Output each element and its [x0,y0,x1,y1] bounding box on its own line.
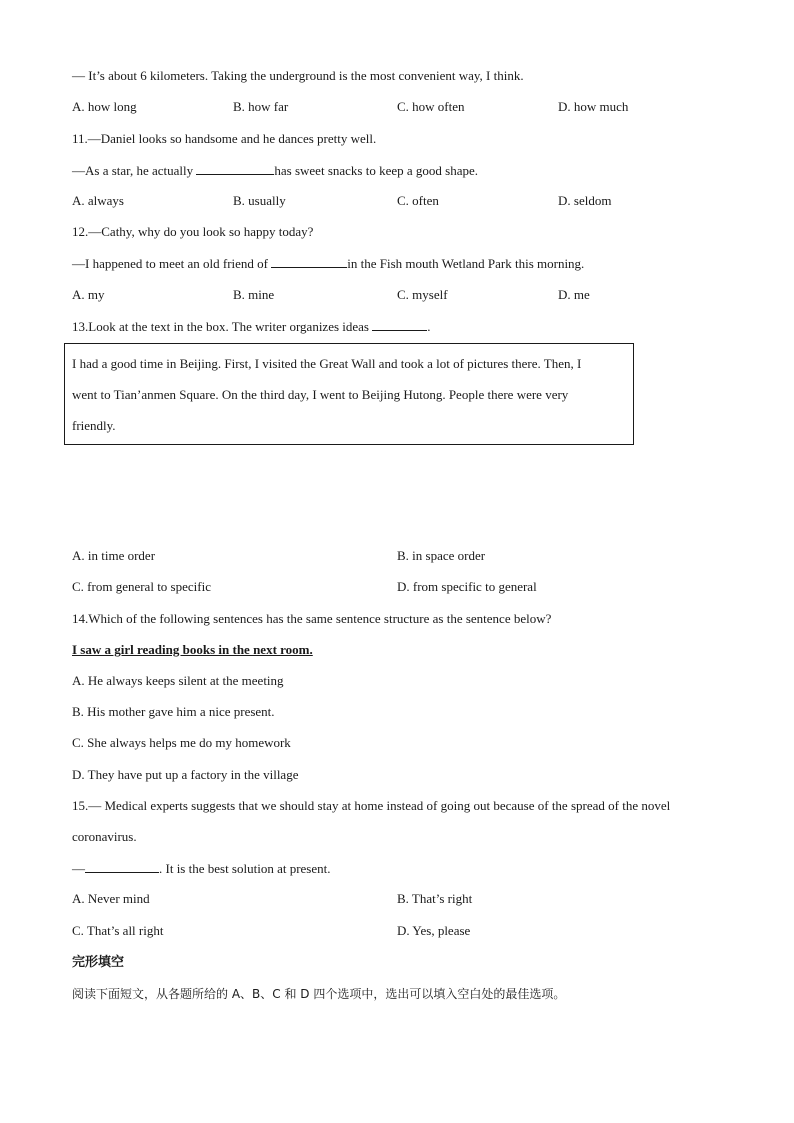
q15-reply-before: — [72,861,85,876]
q12-line2 [72,255,584,272]
q12-line1: 12.—Cathy, why do you look so happy today? [72,224,314,239]
q13-stem [72,318,431,335]
q10-option-d: D. how much [558,99,629,114]
q15-line1: 15.— Medical experts suggests that we should stay at home instead of going out because of the spread of the novel [72,798,671,813]
q13-option-d: D. from specific to general [397,579,537,594]
q13-option-c: C. from general to specific [72,579,211,594]
q14-option-b: B. His mother gave him a nice present. [72,704,275,719]
q12-option-a: A. my [72,287,105,302]
q11-option-d: D. seldom [558,193,612,208]
q12-blank [271,255,347,268]
q14-option-d: D. They have put up a factory in the village [72,767,299,782]
q13-box-line3: friendly. [72,418,116,433]
q11-line2-after: has sweet snacks to keep a good shape. [274,163,478,178]
q10-option-b: B. how far [233,99,289,114]
q11-line2 [72,162,478,179]
q12-option-d: D. me [558,287,590,302]
q14-option-a: A. He always keeps silent at the meeting [72,673,284,688]
q14-option-c: C. She always helps me do my homework [72,735,291,750]
q13-box-line1: I had a good time in Beijing. First, I visited the Great Wall and took a lot of pictures there. Then, I [72,356,582,371]
q15-blank [85,860,159,873]
q11-line2-before: —As a star, he actually [72,163,197,178]
q15-option-c: C. That’s all right [72,923,164,938]
q12-line2-after: in the Fish mouth Wetland Park this morning. [347,256,585,271]
q10-option-c: C. how often [397,99,465,114]
q15-option-d: D. Yes, please [397,923,471,938]
q12-option-c: C. myself [397,287,448,302]
q12-option-b: B. mine [233,287,275,302]
q10-option-a: A. how long [72,99,137,114]
q14-stem: 14.Which of the following sentences has the same sentence structure as the sentence below? [72,611,552,626]
q13-stem-after: . [427,319,431,334]
q11-blank [196,162,274,175]
q13-text-box [64,343,634,445]
q13-blank [372,318,427,331]
q13-option-b: B. in space order [397,548,486,563]
q10-answer-line: — It’s about 6 kilometers. Taking the underground is the most convenient way, I think. [72,68,524,83]
q12-line2-before: —I happened to meet an old friend of [72,256,272,271]
q11-option-a: A. always [72,193,124,208]
q11-line1: 11.—Daniel looks so handsome and he dances pretty well. [72,131,377,146]
q15-line2: coronavirus. [72,829,137,844]
section-instruction: 阅读下面短文，从各题所给的 A、B、C 和 D 四个选项中，选出可以填入空白处的最佳选项。 [72,987,566,1001]
q13-option-a: A. in time order [72,548,156,563]
q15-option-a: A. Never mind [72,891,150,906]
q15-reply-after: . It is the best solution at present. [159,861,331,876]
q15-option-b: B. That’s right [397,891,473,906]
q11-option-c: C. often [397,193,439,208]
section-title: 完形填空 [72,955,125,970]
q14-target-sentence: I saw a girl reading books in the next room. [72,642,313,657]
q15-reply [72,860,331,877]
q13-box-line2: went to Tian’anmen Square. On the third day, I went to Beijing Hutong. People there were very [72,387,569,402]
q11-option-b: B. usually [233,193,286,208]
q13-stem-before: 13.Look at the text in the box. The writer organizes ideas [72,319,373,334]
